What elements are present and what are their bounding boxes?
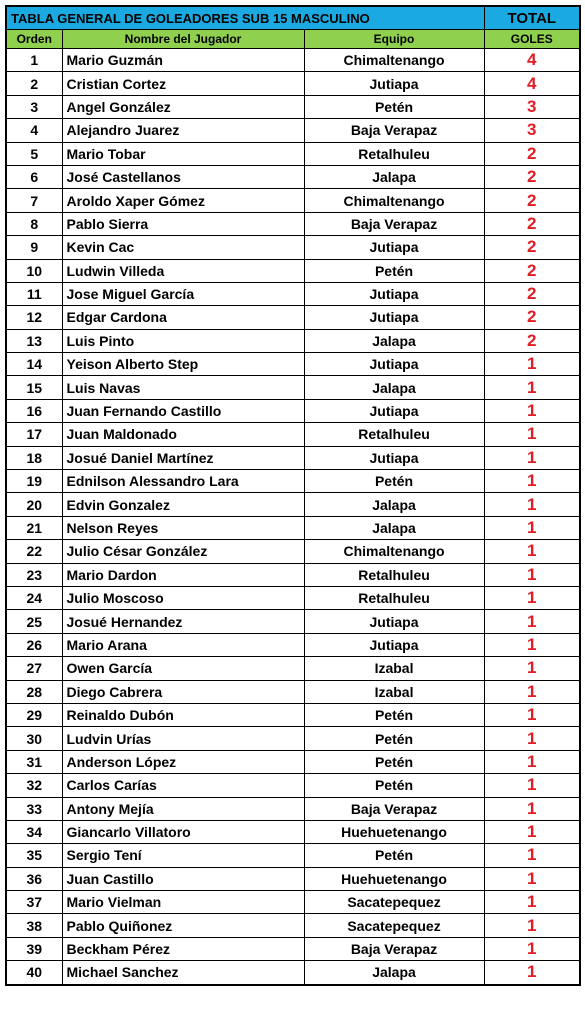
cell-player-name: Antony Mejía bbox=[62, 797, 304, 820]
cell-goals: 3 bbox=[484, 119, 580, 142]
cell-team: Petén bbox=[304, 727, 484, 750]
table-row bbox=[6, 703, 580, 726]
table-row bbox=[6, 119, 580, 142]
cell-order: 2 bbox=[6, 72, 62, 95]
cell-order: 15 bbox=[6, 376, 62, 399]
cell-goals: 1 bbox=[484, 353, 580, 376]
cell-team: Petén bbox=[304, 750, 484, 773]
scorers-table bbox=[5, 5, 581, 986]
cell-player-name: José Castellanos bbox=[62, 165, 304, 188]
cell-team: Baja Verapaz bbox=[304, 119, 484, 142]
table-row bbox=[6, 867, 580, 890]
cell-order: 31 bbox=[6, 750, 62, 773]
cell-order: 7 bbox=[6, 189, 62, 212]
cell-order: 36 bbox=[6, 867, 62, 890]
cell-order: 38 bbox=[6, 914, 62, 937]
cell-team: Jutiapa bbox=[304, 446, 484, 469]
table-row bbox=[6, 586, 580, 609]
table-row bbox=[6, 399, 580, 422]
cell-goals: 1 bbox=[484, 376, 580, 399]
table-row bbox=[6, 142, 580, 165]
cell-player-name: Ednilson Alessandro Lara bbox=[62, 470, 304, 493]
table-row bbox=[6, 750, 580, 773]
cell-goals: 4 bbox=[484, 72, 580, 95]
table-row bbox=[6, 423, 580, 446]
cell-player-name: Alejandro Juarez bbox=[62, 119, 304, 142]
cell-player-name: Reinaldo Dubón bbox=[62, 703, 304, 726]
table-row bbox=[6, 306, 580, 329]
cell-order: 21 bbox=[6, 516, 62, 539]
cell-team: Retalhuleu bbox=[304, 142, 484, 165]
cell-player-name: Cristian Cortez bbox=[62, 72, 304, 95]
cell-team: Sacatepequez bbox=[304, 891, 484, 914]
cell-goals: 4 bbox=[484, 49, 580, 72]
cell-team: Petén bbox=[304, 703, 484, 726]
cell-order: 17 bbox=[6, 423, 62, 446]
table-row bbox=[6, 470, 580, 493]
cell-order: 1 bbox=[6, 49, 62, 72]
column-header-team: Equipo bbox=[304, 30, 484, 49]
cell-goals: 1 bbox=[484, 774, 580, 797]
cell-goals: 2 bbox=[484, 142, 580, 165]
cell-goals: 1 bbox=[484, 680, 580, 703]
cell-player-name: Juan Fernando Castillo bbox=[62, 399, 304, 422]
cell-team: Retalhuleu bbox=[304, 563, 484, 586]
cell-goals: 1 bbox=[484, 493, 580, 516]
title-row bbox=[6, 6, 580, 30]
cell-player-name: Yeison Alberto Step bbox=[62, 353, 304, 376]
cell-team: Jutiapa bbox=[304, 353, 484, 376]
cell-team: Jutiapa bbox=[304, 236, 484, 259]
column-header-goals: GOLES bbox=[484, 30, 580, 49]
table-row bbox=[6, 516, 580, 539]
cell-team: Sacatepequez bbox=[304, 914, 484, 937]
table-row bbox=[6, 72, 580, 95]
cell-player-name: Angel González bbox=[62, 95, 304, 118]
cell-order: 16 bbox=[6, 399, 62, 422]
cell-player-name: Mario Vielman bbox=[62, 891, 304, 914]
cell-goals: 1 bbox=[484, 891, 580, 914]
table-row bbox=[6, 95, 580, 118]
cell-order: 28 bbox=[6, 680, 62, 703]
cell-team: Jutiapa bbox=[304, 633, 484, 656]
cell-goals: 1 bbox=[484, 750, 580, 773]
cell-player-name: Beckham Pérez bbox=[62, 937, 304, 960]
cell-team: Huehuetenango bbox=[304, 867, 484, 890]
cell-order: 18 bbox=[6, 446, 62, 469]
cell-order: 10 bbox=[6, 259, 62, 282]
cell-goals: 1 bbox=[484, 844, 580, 867]
cell-team: Jalapa bbox=[304, 961, 484, 985]
cell-player-name: Josué Hernandez bbox=[62, 610, 304, 633]
cell-team: Jalapa bbox=[304, 376, 484, 399]
cell-player-name: Julio César González bbox=[62, 540, 304, 563]
cell-team: Jutiapa bbox=[304, 282, 484, 305]
table-row bbox=[6, 727, 580, 750]
cell-order: 6 bbox=[6, 165, 62, 188]
cell-order: 5 bbox=[6, 142, 62, 165]
cell-order: 30 bbox=[6, 727, 62, 750]
cell-order: 4 bbox=[6, 119, 62, 142]
cell-team: Petén bbox=[304, 259, 484, 282]
cell-player-name: Pablo Quiñonez bbox=[62, 914, 304, 937]
cell-team: Jalapa bbox=[304, 165, 484, 188]
table-row bbox=[6, 259, 580, 282]
cell-goals: 2 bbox=[484, 259, 580, 282]
cell-goals: 1 bbox=[484, 657, 580, 680]
cell-team: Retalhuleu bbox=[304, 586, 484, 609]
cell-goals: 1 bbox=[484, 563, 580, 586]
cell-order: 25 bbox=[6, 610, 62, 633]
table-row bbox=[6, 563, 580, 586]
cell-order: 39 bbox=[6, 937, 62, 960]
cell-player-name: Sergio Tení bbox=[62, 844, 304, 867]
cell-goals: 1 bbox=[484, 446, 580, 469]
cell-goals: 1 bbox=[484, 820, 580, 843]
cell-player-name: Juan Maldonado bbox=[62, 423, 304, 446]
cell-team: Petén bbox=[304, 844, 484, 867]
cell-order: 35 bbox=[6, 844, 62, 867]
table-row bbox=[6, 236, 580, 259]
cell-team: Jalapa bbox=[304, 516, 484, 539]
cell-goals: 2 bbox=[484, 212, 580, 235]
cell-goals: 1 bbox=[484, 867, 580, 890]
cell-order: 34 bbox=[6, 820, 62, 843]
cell-player-name: Mario Dardon bbox=[62, 563, 304, 586]
table-row bbox=[6, 610, 580, 633]
column-header-order: Orden bbox=[6, 30, 62, 49]
cell-player-name: Mario Guzmán bbox=[62, 49, 304, 72]
cell-goals: 1 bbox=[484, 586, 580, 609]
cell-team: Petén bbox=[304, 774, 484, 797]
cell-team: Baja Verapaz bbox=[304, 797, 484, 820]
cell-player-name: Jose Miguel García bbox=[62, 282, 304, 305]
cell-team: Chimaltenango bbox=[304, 49, 484, 72]
cell-player-name: Luis Pinto bbox=[62, 329, 304, 352]
cell-team: Jutiapa bbox=[304, 72, 484, 95]
cell-team: Baja Verapaz bbox=[304, 212, 484, 235]
cell-goals: 1 bbox=[484, 610, 580, 633]
cell-order: 8 bbox=[6, 212, 62, 235]
cell-goals: 2 bbox=[484, 165, 580, 188]
table-row bbox=[6, 189, 580, 212]
cell-team: Baja Verapaz bbox=[304, 937, 484, 960]
cell-order: 3 bbox=[6, 95, 62, 118]
cell-player-name: Josué Daniel Martínez bbox=[62, 446, 304, 469]
cell-player-name: Nelson Reyes bbox=[62, 516, 304, 539]
cell-goals: 2 bbox=[484, 189, 580, 212]
cell-player-name: Owen García bbox=[62, 657, 304, 680]
cell-player-name: Luis Navas bbox=[62, 376, 304, 399]
cell-goals: 1 bbox=[484, 703, 580, 726]
cell-goals: 1 bbox=[484, 516, 580, 539]
table-row bbox=[6, 282, 580, 305]
cell-team: Izabal bbox=[304, 657, 484, 680]
table-row bbox=[6, 212, 580, 235]
cell-team: Chimaltenango bbox=[304, 189, 484, 212]
cell-goals: 1 bbox=[484, 633, 580, 656]
scorers-sheet bbox=[5, 5, 579, 986]
cell-player-name: Mario Tobar bbox=[62, 142, 304, 165]
cell-order: 20 bbox=[6, 493, 62, 516]
table-row bbox=[6, 797, 580, 820]
table-row bbox=[6, 820, 580, 843]
table-row bbox=[6, 914, 580, 937]
cell-goals: 3 bbox=[484, 95, 580, 118]
table-row bbox=[6, 376, 580, 399]
cell-team: Petén bbox=[304, 95, 484, 118]
cell-goals: 1 bbox=[484, 470, 580, 493]
cell-goals: 1 bbox=[484, 797, 580, 820]
cell-player-name: Ludwin Villeda bbox=[62, 259, 304, 282]
table-row bbox=[6, 961, 580, 985]
column-header-player: Nombre del Jugador bbox=[62, 30, 304, 49]
cell-order: 27 bbox=[6, 657, 62, 680]
cell-goals: 2 bbox=[484, 236, 580, 259]
table-row bbox=[6, 657, 580, 680]
cell-team: Jalapa bbox=[304, 329, 484, 352]
table-body bbox=[6, 6, 580, 985]
cell-player-name: Mario Arana bbox=[62, 633, 304, 656]
table-row bbox=[6, 165, 580, 188]
cell-goals: 1 bbox=[484, 961, 580, 985]
table-row bbox=[6, 891, 580, 914]
cell-goals: 1 bbox=[484, 540, 580, 563]
cell-order: 11 bbox=[6, 282, 62, 305]
cell-goals: 1 bbox=[484, 914, 580, 937]
cell-player-name: Julio Moscoso bbox=[62, 586, 304, 609]
cell-team: Jutiapa bbox=[304, 399, 484, 422]
table-row bbox=[6, 446, 580, 469]
table-row bbox=[6, 774, 580, 797]
table-row bbox=[6, 493, 580, 516]
cell-goals: 2 bbox=[484, 306, 580, 329]
cell-order: 23 bbox=[6, 563, 62, 586]
cell-goals: 1 bbox=[484, 399, 580, 422]
table-row bbox=[6, 329, 580, 352]
cell-order: 26 bbox=[6, 633, 62, 656]
cell-player-name: Kevin Cac bbox=[62, 236, 304, 259]
cell-player-name: Michael Sanchez bbox=[62, 961, 304, 985]
cell-player-name: Aroldo Xaper Gómez bbox=[62, 189, 304, 212]
cell-order: 29 bbox=[6, 703, 62, 726]
cell-player-name: Juan Castillo bbox=[62, 867, 304, 890]
cell-order: 22 bbox=[6, 540, 62, 563]
cell-player-name: Ludvin Urías bbox=[62, 727, 304, 750]
cell-team: Jalapa bbox=[304, 493, 484, 516]
cell-team: Izabal bbox=[304, 680, 484, 703]
cell-goals: 1 bbox=[484, 937, 580, 960]
table-row bbox=[6, 680, 580, 703]
cell-order: 40 bbox=[6, 961, 62, 985]
cell-player-name: Anderson López bbox=[62, 750, 304, 773]
cell-goals: 1 bbox=[484, 727, 580, 750]
column-header-row bbox=[6, 30, 580, 49]
total-header: TOTAL bbox=[484, 6, 580, 30]
cell-player-name: Pablo Sierra bbox=[62, 212, 304, 235]
cell-order: 13 bbox=[6, 329, 62, 352]
cell-order: 37 bbox=[6, 891, 62, 914]
cell-order: 9 bbox=[6, 236, 62, 259]
cell-goals: 2 bbox=[484, 329, 580, 352]
table-row bbox=[6, 353, 580, 376]
cell-order: 32 bbox=[6, 774, 62, 797]
cell-team: Chimaltenango bbox=[304, 540, 484, 563]
cell-order: 14 bbox=[6, 353, 62, 376]
table-row bbox=[6, 540, 580, 563]
table-row bbox=[6, 937, 580, 960]
cell-order: 12 bbox=[6, 306, 62, 329]
cell-team: Jutiapa bbox=[304, 306, 484, 329]
cell-player-name: Carlos Carías bbox=[62, 774, 304, 797]
cell-player-name: Edgar Cardona bbox=[62, 306, 304, 329]
cell-team: Huehuetenango bbox=[304, 820, 484, 843]
table-row bbox=[6, 49, 580, 72]
cell-player-name: Edvin Gonzalez bbox=[62, 493, 304, 516]
cell-team: Jutiapa bbox=[304, 610, 484, 633]
cell-order: 19 bbox=[6, 470, 62, 493]
cell-team: Petén bbox=[304, 470, 484, 493]
cell-order: 24 bbox=[6, 586, 62, 609]
cell-team: Retalhuleu bbox=[304, 423, 484, 446]
cell-goals: 1 bbox=[484, 423, 580, 446]
cell-player-name: Diego Cabrera bbox=[62, 680, 304, 703]
table-row bbox=[6, 633, 580, 656]
cell-player-name: Giancarlo Villatoro bbox=[62, 820, 304, 843]
cell-order: 33 bbox=[6, 797, 62, 820]
table-title: TABLA GENERAL DE GOLEADORES SUB 15 MASCULINO bbox=[6, 6, 484, 30]
table-row bbox=[6, 844, 580, 867]
cell-goals: 2 bbox=[484, 282, 580, 305]
